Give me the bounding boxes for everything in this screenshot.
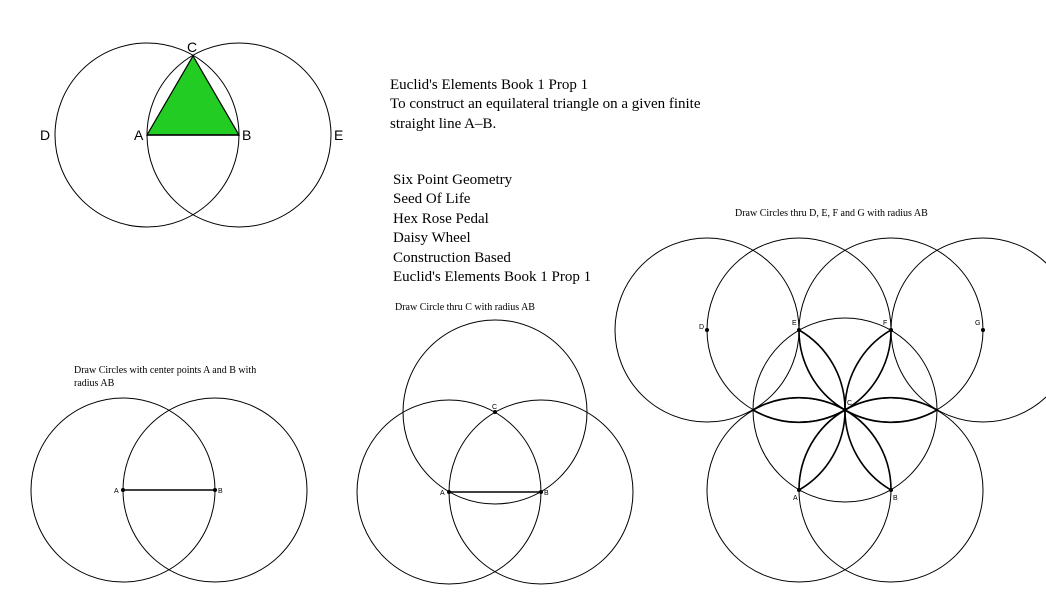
label-d: D bbox=[40, 127, 51, 143]
step1-point-a bbox=[121, 488, 125, 492]
title-line-3: straight line A–B. bbox=[390, 116, 497, 132]
step2-label-a: A bbox=[440, 490, 445, 497]
names-list-item: Six Point Geometry bbox=[393, 172, 513, 188]
names-list-item: Construction Based bbox=[393, 250, 511, 266]
step3-point-g bbox=[981, 328, 985, 332]
step1-figure bbox=[31, 365, 307, 582]
step3-label-g: G bbox=[975, 320, 981, 327]
petal-arc bbox=[845, 398, 937, 423]
step1-caption-line-1: Draw Circles with center points A and B with bbox=[74, 365, 257, 376]
names-list-item: Seed Of Life bbox=[393, 191, 471, 207]
step3-point-f bbox=[889, 328, 893, 332]
names-list-item: Daisy Wheel bbox=[393, 230, 471, 246]
label-b: B bbox=[242, 127, 252, 143]
step3-circle-g bbox=[891, 238, 1046, 422]
step2-label-c: C bbox=[492, 404, 498, 411]
title-block bbox=[390, 77, 701, 132]
step1-caption-line-2: radius AB bbox=[74, 378, 115, 389]
step3-label-b: B bbox=[893, 495, 898, 502]
step2-caption: Draw Circle thru C with radius AB bbox=[395, 302, 535, 313]
title-line-1: Euclid's Elements Book 1 Prop 1 bbox=[390, 77, 589, 93]
step3-point-b bbox=[889, 488, 893, 492]
label-a: A bbox=[134, 127, 144, 143]
equilateral-triangle bbox=[147, 56, 239, 135]
step1-point-b bbox=[213, 488, 217, 492]
title-line-2: To construct an equilateral triangle on a given finite bbox=[390, 96, 701, 112]
step3-label-f: F bbox=[883, 320, 888, 327]
label-e: E bbox=[334, 127, 344, 143]
names-list-item: Hex Rose Pedal bbox=[393, 211, 489, 227]
names-list-item: Euclid's Elements Book 1 Prop 1 bbox=[393, 269, 592, 285]
names-list bbox=[393, 172, 591, 285]
petal-arc bbox=[753, 398, 845, 423]
step1-label-b: B bbox=[218, 488, 223, 495]
step3-label-a: A bbox=[793, 495, 798, 502]
step3-point-d bbox=[705, 328, 709, 332]
step1-label-a: A bbox=[114, 488, 119, 495]
step3-label-c: C bbox=[847, 400, 853, 407]
label-c: C bbox=[187, 39, 198, 55]
main-figure bbox=[40, 39, 343, 227]
step3-caption: Draw Circles thru D, E, F and G with radius AB bbox=[735, 208, 928, 219]
step2-figure bbox=[357, 302, 633, 584]
step2-point-b bbox=[539, 490, 543, 494]
step3-point-c bbox=[843, 408, 847, 412]
step3-figure bbox=[615, 208, 1046, 582]
step3-point-a bbox=[797, 488, 801, 492]
step3-label-e: E bbox=[792, 320, 797, 327]
step3-label-d: D bbox=[699, 324, 705, 331]
step2-point-a bbox=[447, 490, 451, 494]
step2-label-b: B bbox=[544, 490, 549, 497]
step3-point-e bbox=[797, 328, 801, 332]
